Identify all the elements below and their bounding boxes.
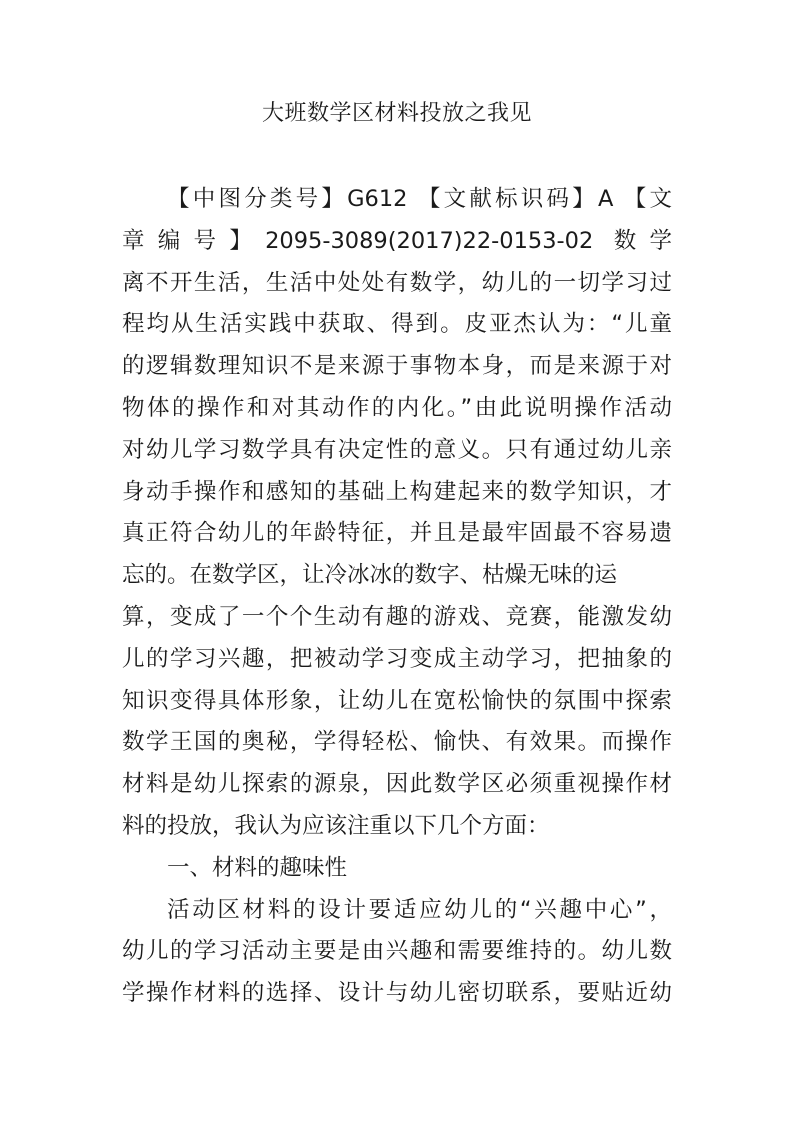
text-line: 章编号】2095-3089(2017)22-0153-02 数学 bbox=[122, 227, 672, 254]
section-heading: 一、材料的趣味性 bbox=[167, 854, 348, 881]
text-line: 对幼儿学习数学具有决定性的意义。只有通过幼儿亲 bbox=[122, 436, 672, 463]
document-title: 大班数学区材料投放之我见 bbox=[261, 101, 532, 126]
text-line: 儿的学习兴趣，把被动学习变成主动学习，把抽象的 bbox=[122, 645, 672, 672]
text-line: 知识变得具体形象，让幼儿在宽松愉快的氛围中探索 bbox=[122, 687, 672, 714]
text-line: 算，变成了一个个生动有趣的游戏、竞赛，能激发幼 bbox=[122, 603, 672, 630]
text-line: 活动区材料的设计要适应幼儿的“兴趣中心”， bbox=[167, 896, 672, 923]
text-line: 忘的。在数学区，让冷冰冰的数字、枯燥无味的运 bbox=[122, 562, 618, 589]
text-line: 的逻辑数理知识不是来源于事物本身，而是来源于对 bbox=[122, 353, 672, 380]
text-line: 材料是幼儿探索的源泉，因此数学区必须重视操作材 bbox=[122, 771, 672, 798]
text-line: 物体的操作和对其动作的内化。”由此说明操作活动 bbox=[122, 394, 672, 421]
text-line: 离不开生活，生活中处处有数学，幼儿的一切学习过 bbox=[122, 269, 672, 296]
text-line: 真正符合幼儿的年龄特征，并且是最牢固最不容易遗 bbox=[122, 520, 672, 547]
text-line: 料的投放，我认为应该注重以下几个方面： bbox=[122, 812, 550, 839]
document-body bbox=[122, 179, 672, 1015]
text-line: 【中图分类号】G612 【文献标识码】A 【文 bbox=[167, 186, 672, 212]
text-line: 程均从生活实践中获取、得到。皮亚杰认为：“儿童 bbox=[122, 311, 672, 338]
text-line: 数学王国的奥秘，学得轻松、愉快、有效果。而操作 bbox=[122, 729, 672, 756]
text-line: 幼儿的学习活动主要是由兴趣和需要维持的。幼儿数 bbox=[122, 938, 672, 965]
text-line: 学操作材料的选择、设计与幼儿密切联系，要贴近幼 bbox=[122, 980, 672, 1007]
text-line: 身动手操作和感知的基础上构建起来的数学知识，才 bbox=[122, 478, 672, 505]
